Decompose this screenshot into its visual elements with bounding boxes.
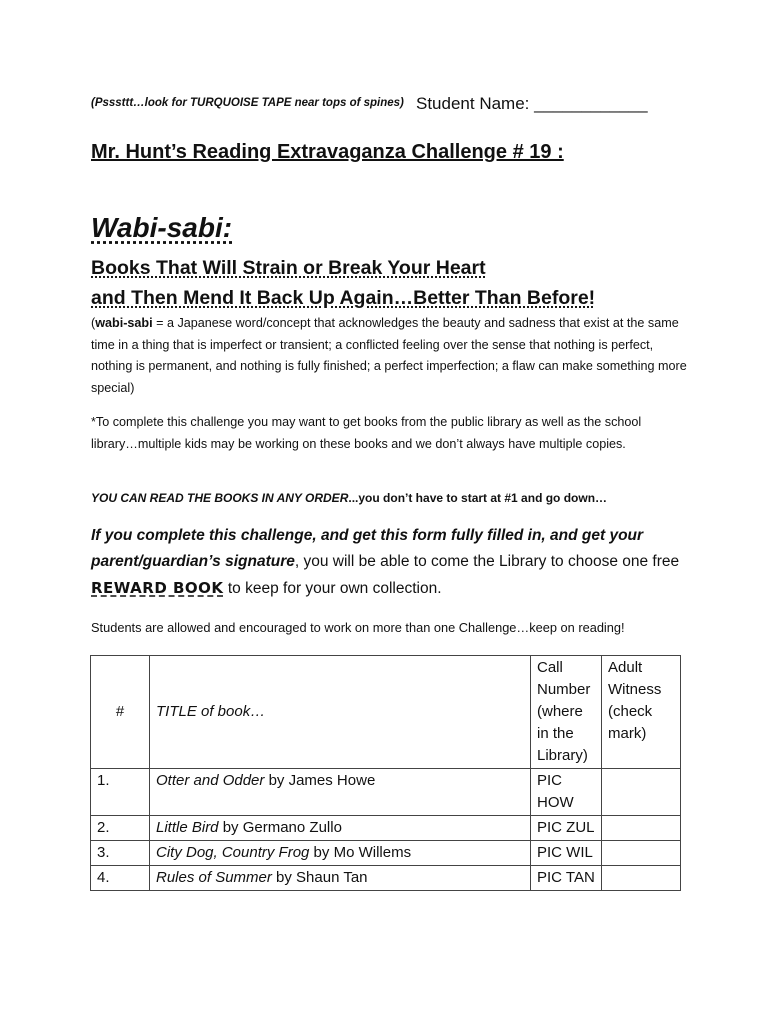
book-author: by Germano Zullo	[218, 819, 342, 836]
table-row	[91, 866, 681, 891]
row-num: 1.	[91, 769, 150, 816]
definition-term: wabi-sabi	[95, 316, 153, 330]
theme-subtitle	[91, 253, 595, 313]
row-witness-checkbox[interactable]	[602, 769, 681, 816]
row-num: 2.	[91, 816, 150, 841]
library-note: *To complete this challenge you may want to get books from the public library as well as the school library…multiple kids may be working on these books and we don’t always have multiple copies.	[91, 415, 642, 451]
definition-paragraph	[91, 313, 691, 399]
challenge-title: Mr. Hunt’s Reading Extravaganza Challenge # 19 :	[91, 141, 564, 163]
row-num: 4.	[91, 866, 150, 891]
row-call-number: PIC TAN	[531, 866, 602, 891]
theme-subtitle-line1: Books That Will Strain or Break Your Heart	[91, 257, 486, 279]
header-title: TITLE of book…	[150, 656, 531, 769]
completion-bold: If you complete this challenge, and get this form fully filled in, and get your parent/guardian’s signature	[91, 527, 644, 570]
reading-order-strong: YOU CAN READ THE BOOKS IN ANY ORDER	[91, 491, 349, 505]
row-call-number: PIC WIL	[531, 841, 602, 866]
reading-order-rest: ...you don’t have to start at #1 and go down…	[348, 491, 608, 505]
row-call-number: PIC ZUL	[531, 816, 602, 841]
table-row	[91, 816, 681, 841]
completion-end: to keep for your own collection.	[223, 580, 442, 597]
definition-open: (	[91, 316, 96, 330]
book-author: by James Howe	[264, 772, 376, 789]
book-title: Otter and Odder	[156, 772, 265, 789]
header-call-number: Call Number (where in the Library)	[531, 656, 602, 769]
completion-mid: , you will be able to come the Library to choose one free	[294, 553, 680, 570]
multiple-challenges-note: Students are allowed and encouraged to work on more than one Challenge…keep on reading!	[91, 620, 625, 635]
row-call-number: PIC HOW	[531, 769, 602, 816]
header-adult-witness: Adult Witness (check mark)	[602, 656, 681, 769]
table-row	[91, 841, 681, 866]
definition-text: = a Japanese word/concept that acknowledges the beauty and sadness that exist at the same time in a thing that is imperfect or transient; a conflicted feeling over the sense that nothing is perfect, nothing is permanent, and nothing is fully finished; a perfect imperfection; a flaw can make something more special)	[91, 316, 687, 395]
row-witness-checkbox[interactable]	[602, 816, 681, 841]
table-row	[91, 769, 681, 816]
book-title: Rules of Summer	[156, 869, 272, 886]
turquoise-tape-hint: (Psssttt…look for TURQUOISE TAPE near tops of spines)	[91, 97, 404, 109]
header-num: #	[91, 656, 150, 769]
reading-order-note	[91, 491, 607, 505]
row-witness-checkbox[interactable]	[602, 866, 681, 891]
reward-book-label: REWARD BOOK	[91, 579, 224, 597]
row-witness-checkbox[interactable]	[602, 841, 681, 866]
book-table	[90, 655, 681, 891]
row-title-cell	[150, 769, 531, 816]
table-header-row	[91, 656, 681, 769]
theme-title: Wabi-sabi:	[91, 212, 233, 243]
row-title-cell	[150, 816, 531, 841]
book-author: by Mo Willems	[309, 844, 412, 861]
theme-subtitle-line2: and Then Mend It Back Up Again…Better Than Before!	[91, 287, 596, 309]
book-author: by Shaun Tan	[271, 869, 368, 886]
completion-paragraph	[91, 523, 691, 602]
book-title: City Dog, Country Frog	[156, 844, 310, 861]
book-title: Little Bird	[156, 819, 219, 836]
row-title-cell	[150, 841, 531, 866]
row-num: 3.	[91, 841, 150, 866]
student-name-field[interactable]: Student Name: ____________	[416, 94, 648, 113]
row-title-cell	[150, 866, 531, 891]
